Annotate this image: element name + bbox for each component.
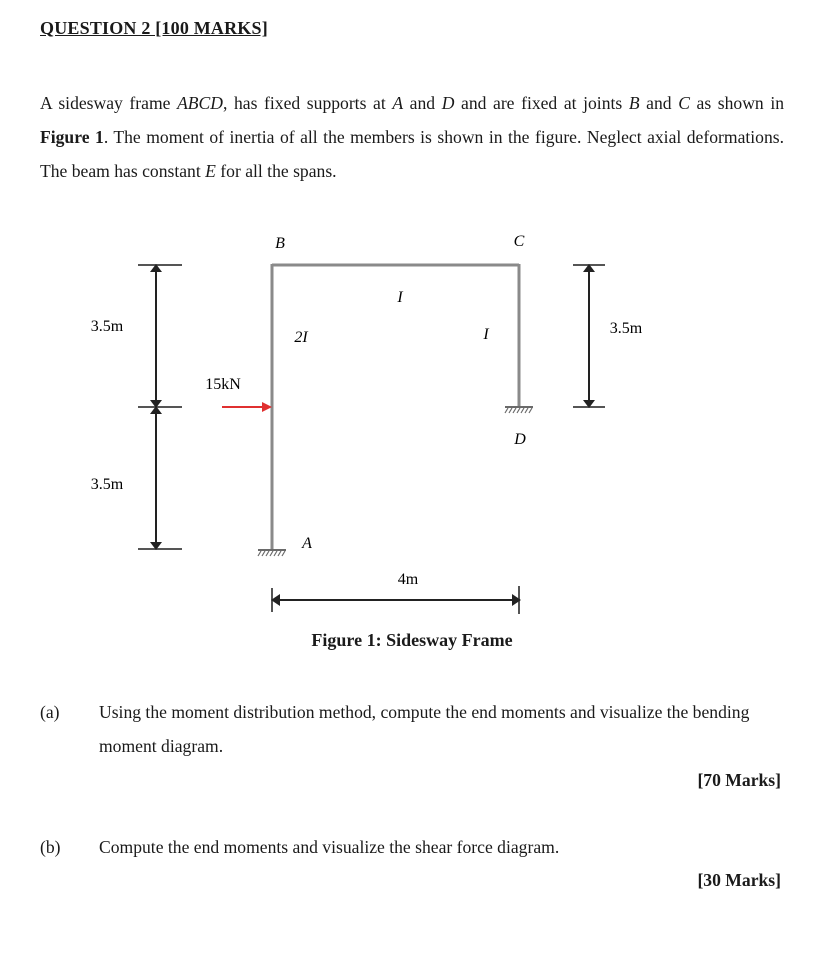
dim-span-label: 4m <box>397 571 419 588</box>
part-b-marks: [30 Marks] <box>697 870 781 890</box>
span-dimension <box>271 586 521 614</box>
frame-members <box>272 264 519 549</box>
support-a-label: A <box>302 535 312 552</box>
column-ab-inertia-label: 2I <box>294 329 308 346</box>
beam-inertia-label: I <box>397 289 403 306</box>
horizontal-load-arrow <box>222 402 272 412</box>
left-dimension <box>138 264 182 550</box>
right-dimension <box>573 264 605 408</box>
question-heading: QUESTION 2 [100 MARKS] <box>40 18 268 38</box>
dim-right-label: 3.5m <box>609 320 643 337</box>
joint-c-label: C <box>513 233 525 250</box>
figure-caption: Figure 1: Sidesway Frame <box>311 630 513 650</box>
support-d-label: D <box>514 431 526 448</box>
part-b-label: (b) <box>40 837 61 857</box>
part-a-marks: [70 Marks] <box>697 770 781 790</box>
dim-left-lower-label: 3.5m <box>90 476 124 493</box>
column-cd-inertia-label: I <box>483 326 489 343</box>
fixed-support-a <box>258 550 286 556</box>
part-a-label: (a) <box>40 702 60 722</box>
dim-left-upper-label: 3.5m <box>90 318 124 335</box>
load-label: 15kN <box>205 376 241 393</box>
frame-diagram <box>0 220 828 620</box>
problem-statement: A sidesway frame ABCD, has fixed supports at A and D and are fixed at joints B and C as shown in Figure 1. The moment of inertia of all the members is shown in the figure. Neglect axial deformations. The beam has constant E for all the spans. <box>40 93 785 181</box>
joint-b-label: B <box>275 235 285 252</box>
part-b-text: Compute the end moments and visualize the shear force diagram. <box>99 837 560 857</box>
part-a-text: Using the moment distribution method, compute the end moments and visualize the bending moment diagram. <box>99 702 750 756</box>
fixed-support-d <box>505 407 533 413</box>
